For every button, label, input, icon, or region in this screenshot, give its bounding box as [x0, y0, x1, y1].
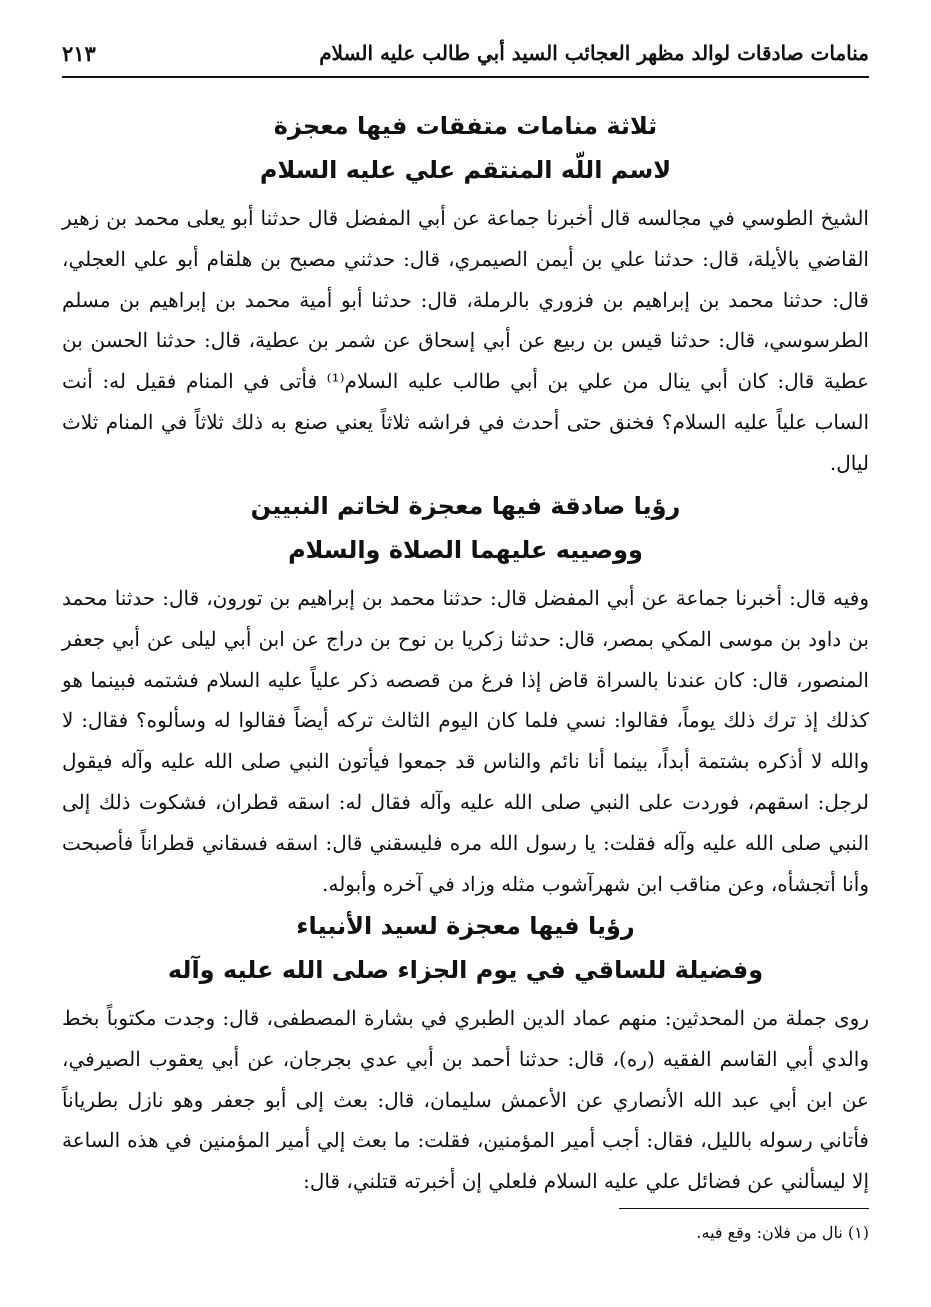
- section-heading-line-2: وفضيلة للساقي في يوم الجزاء صلى الله عليه وآله: [167, 956, 764, 984]
- section-1: [62, 104, 869, 484]
- footnote: (١) نال من فلان: وقع فيه.: [696, 1223, 869, 1242]
- page-header: [62, 30, 869, 78]
- section-body: وفيه قال: أخبرنا جماعة عن أبي المفضل قال: حدثنا محمد بن إبراهيم بن تورون، قال: حدثنا محمد بن داود بن موسى المكي بمصر، قال: حدثنا زكريا بن نوح بن دراج عن ابن أبي ليلى عن أبي جعفر المنصور، قال: كان عندنا بالسراة قاض إذا فرغ من قصصه ذكر علياً عليه السلام فشتمه فبينما هو كذلك إذ ترك ذلك يوماً، فقالوا: نسي فلما كان اليوم الثالث تركه أيضاً فقالوا له وسألوه؟ فقال: لا والله لا أذكره بشتمة أبداً، بينما أنا نائم والناس قد جمعوا فيأتون النبي صلى الله عليه وآله فيقول لرجل: اسقهم، فوردت على النبي صلى الله عليه وآله فقال له: اسقه قطران، فشكوت ذلك إلى النبي صلى الله عليه وآله فقلت: يا رسول الله مره فليسقني قال: اسقه فسقاني قطراناً فأصبحت وأنا أتجشأه، وعن مناقب ابن شهرآشوب مثله وزاد في آخره وأبوله.: [62, 586, 869, 896]
- section-2: [62, 484, 869, 904]
- footnote-divider: [619, 1208, 869, 1209]
- section-heading-line-1: رؤيا فيها معجزة لسيد الأنبياء: [296, 912, 635, 940]
- section-heading-line-2: ووصييه عليهما الصلاة والسلام: [288, 536, 643, 564]
- section-body: روى جملة من المحدثين: منهم عماد الدين الطبري في بشارة المصطفى، قال: وجدت مكتوباً بخط والدي أبي القاسم الفقيه (ره)، قال: حدثنا أحمد بن أبي عدي بجرجان، عن أبي يعقوب الصيرفي، عن ابن أبي عبد الله الأنصاري عن الأعمش سليمان، قال: بعث إلى أبو جعفر وهو نازل بطرياناً فأتاني رسوله بالليل، فقال: أجب أمير المؤمنين، فقلت: ما بعث إلي أمير المؤمنين في هذه الساعة إلا ليسألني عن فضائل علي عليه السلام فلعلي إن أخبرته قتلني، قال:: [62, 1006, 869, 1194]
- section-heading-line-1: ثلاثة منامات متفقات فيها معجزة: [273, 112, 658, 140]
- running-title: منامات صادقات لوالد مظهر العجائب السيد أبي طالب عليه السلام: [319, 41, 869, 65]
- section-3: [62, 904, 869, 1202]
- section-heading-line-1: رؤيا صادقة فيها معجزة لخاتم النبيين: [250, 492, 681, 520]
- page-number: ٢١٣: [62, 40, 96, 66]
- section-body: الشيخ الطوسي في مجالسه قال أخبرنا جماعة عن أبي المفضل قال حدثنا أبو يعلى محمد بن زهير القاضي بالأيلة، قال: حدثنا علي بن أيمن الصيمري، قال: حدثني مصبح بن هلقام أبو علي العجلي، قال: حدثنا محمد بن إبراهيم بن فزوري بالرملة، قال: حدثنا أبو أمية محمد بن إبراهيم بن مسلم الطرسوسي، قال: حدثنا قيس بن ربيع عن أبي إسحاق عن شمر بن عطية، قال: حدثنا الحسن بن عطية قال: كان أبي ينال من علي بن أبي طالب عليه السلام⁽¹⁾ فأتى في المنام فقيل له: أنت الساب علياً عليه السلام؟ فخنق حتى أحدث في فراشه ثلاثاً يعني صنع به ذلك ثلاثاً في المنام ثلاث ليال.: [62, 206, 869, 475]
- section-heading-line-2: لاسم اللّه المنتقم علي عليه السلام: [259, 156, 672, 184]
